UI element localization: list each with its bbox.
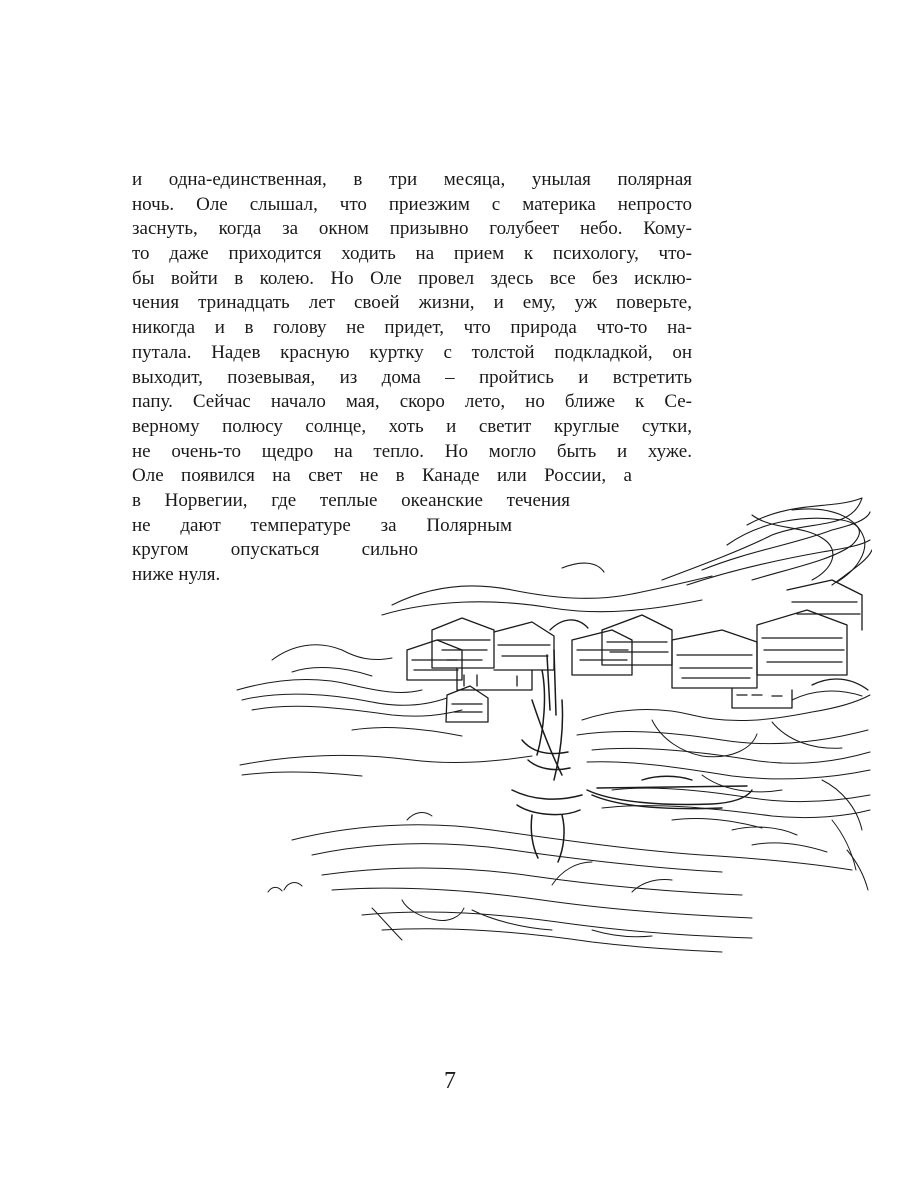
text-line: никогда и в голову не придет, что природа что-то на-	[132, 317, 692, 339]
text-line: то даже приходится ходить на прием к психологу, что-	[132, 243, 692, 265]
text-line: не дают температуре за Полярным	[132, 514, 512, 536]
text-line: бы войти в колею. Но Оле провел здесь все без исклю-	[132, 267, 692, 289]
text-line: ночь. Оле слышал, что приезжим с материка непросто	[132, 193, 692, 215]
boat-scribble	[587, 776, 752, 808]
text-line: и одна-единственная, в три месяца, унылая полярная	[132, 169, 692, 190]
text-line: в Норвегии, где теплые океанские течения	[132, 489, 570, 511]
houses-left	[407, 618, 632, 722]
harbor-sketch-illustration	[232, 490, 872, 980]
central-figure-scribble	[512, 650, 582, 862]
text-line: не очень-то щедро на тепло. Но могло быть и хуже.	[132, 440, 692, 462]
text-line: Оле появился на свет не в Канаде или России, а	[132, 465, 632, 487]
text-line: папу. Сейчас начало мая, скоро лето, но ближе к Се-	[132, 391, 692, 413]
text-line: путала. Надев красную куртку с толстой подкладкой, он	[132, 341, 692, 363]
text-line: ниже нуля.	[132, 564, 221, 585]
text-line: заснуть, когда за окном призывно голубеет небо. Кому-	[132, 218, 692, 240]
foreground-scribble	[268, 813, 852, 952]
text-line: чения тринадцать лет своей жизни, и ему, уж поверьте,	[132, 292, 692, 314]
text-line: верному полюсу солнце, хоть и светит круглые сутки,	[132, 415, 692, 437]
text-line: кругом опускаться сильно	[132, 539, 418, 561]
harbor-scribble-mass	[577, 691, 870, 890]
page-number: 7	[444, 1068, 456, 1094]
houses-right	[602, 580, 868, 708]
hills-scribble	[382, 498, 872, 615]
text-line: выходит, позевывая, из дома – пройтись и встретить	[132, 366, 692, 388]
